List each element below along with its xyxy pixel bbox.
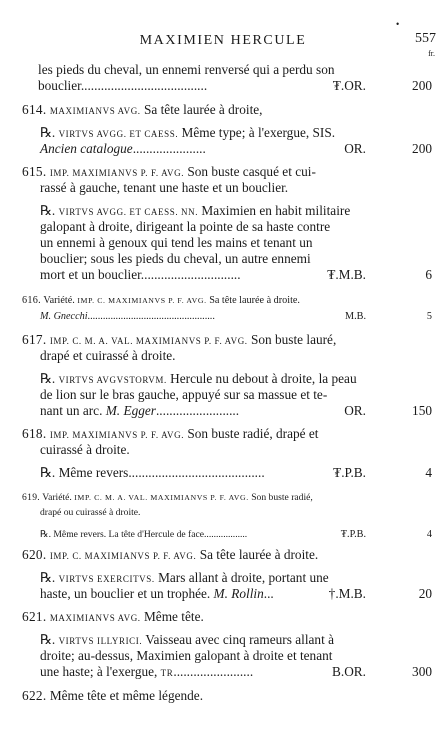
reference: M. Rollin — [213, 586, 264, 601]
price: 20 — [418, 586, 432, 601]
entry-621: 621. MAXIMIANVS AVG. Même tête. — [22, 609, 204, 624]
text-line: une haste; à l'exergue, TR........................ — [40, 664, 254, 679]
text-line: un ennemi à genoux qui tend les mains et tenant un — [40, 235, 313, 250]
text-line: droite; au-dessus, Maximien galopant à droite et tenant — [40, 648, 333, 663]
price: 4 — [425, 465, 432, 480]
legend-text: VIRTVS AVGG. ET CAESS. — [58, 129, 179, 139]
text-line: M. Gnecchi.................................................. — [40, 311, 215, 322]
entry-619: 619. Variété. IMP. C. M. A. VAL. MAXIMIANVS P. F. AVG. Son buste radié, — [22, 492, 313, 503]
text-line: galopant à droite, dirigeant la pointe de sa haste contre — [40, 219, 331, 234]
legend-text: TR — [160, 668, 174, 678]
legend-text: IMP. MAXIMIANVS P. F. AVG. — [49, 168, 185, 178]
price: 200 — [412, 78, 432, 93]
entry-number: 616. — [22, 295, 42, 306]
price: 6 — [425, 267, 432, 282]
legend-text: VIRTVS AVGG. ET CAESS. NN. — [58, 207, 199, 217]
header-mark: • — [395, 20, 400, 29]
reverse-line: ℞. Même revers......................................... — [40, 465, 265, 480]
legend-text: IMP. C. MAXIMIANVS P. F. AVG. — [77, 296, 207, 305]
entry-number: 619. — [22, 492, 40, 503]
reverse-symbol: ℞. — [40, 570, 56, 585]
currency-unit: fr. — [428, 49, 435, 58]
text-line: bouclier...................................... — [38, 78, 208, 93]
entry-616: 616. Variété. IMP. C. MAXIMIANVS P. F. AVG. Sa tête laurée à droite. — [22, 295, 300, 306]
entry-number: 617. — [22, 332, 47, 347]
entry-number: 614. — [22, 102, 47, 117]
reverse-line: ℞. VIRTVS AVGG. ET CAESS. NN. Maximien en habit militaire — [40, 203, 351, 218]
legend-text: MAXIMIANVS AVG. — [49, 106, 141, 116]
reverse-symbol: ℞. — [40, 529, 51, 540]
metal-mark: ₮.P.B. — [333, 465, 366, 480]
reverse-symbol: ℞. — [40, 203, 56, 218]
reverse-symbol: ℞. — [40, 465, 56, 480]
text-line: rassé à gauche, tenant une haste et un bouclier. — [40, 180, 289, 195]
reverse-symbol: ℞. — [40, 125, 56, 140]
reverse-symbol: ℞. — [40, 632, 56, 647]
price: 300 — [412, 664, 432, 679]
legend-text: IMP. C. M. A. VAL. MAXIMIANVS P. F. AVG. — [74, 493, 249, 502]
entry-622: 622. Même tête et même légende. — [22, 688, 204, 703]
price: 150 — [412, 403, 432, 418]
text-line: drapé ou cuirassé à droite. — [40, 507, 141, 518]
entry-620: 620. IMP. C. MAXIMIANVS P. F. AVG. Sa tête laurée à droite. — [22, 547, 319, 562]
metal-mark: M.B. — [345, 311, 366, 322]
metal-mark: ₮.M.B. — [327, 267, 366, 282]
reference: M. Gnecchi — [40, 311, 88, 322]
legend-text: IMP. C. M. A. VAL. MAXIMIANVS P. F. AVG. — [49, 336, 248, 346]
metal-mark: OR. — [344, 141, 366, 156]
text-line: Ancien catalogue...................... — [40, 141, 206, 156]
reverse-line: ℞. VIRTVS AVGG. ET CAESS. Même type; à l'exergue, SIS. — [40, 125, 336, 140]
reference: Ancien catalogue — [40, 141, 133, 156]
text-line: mort et un bouclier.............................. — [40, 267, 241, 282]
text-line: de lion sur le bras gauche, appuyé sur sa massue et te- — [40, 387, 328, 402]
entry-615: 615. IMP. MAXIMIANVS P. F. AVG. Son buste casqué et cui- — [22, 164, 316, 179]
entry-number: 621. — [22, 609, 47, 624]
legend-text: VIRTVS ILLYRICI. — [58, 636, 143, 646]
reverse-line: ℞. VIRTVS AVGVSTORVM. Hercule nu debout à droite, la peau — [40, 371, 357, 386]
text-line: les pieds du cheval, un ennemi renversé qui a perdu son — [38, 62, 335, 77]
text-line: nant un arc. M. Egger......................... — [40, 403, 240, 418]
metal-mark: OR. — [344, 403, 366, 418]
metal-mark: ₮.OR. — [332, 78, 366, 93]
metal-mark: B.OR. — [332, 664, 366, 679]
entry-number: 615. — [22, 164, 47, 179]
text-line: haste, un bouclier et un trophée. M. Rollin... — [40, 586, 274, 601]
entry-614: 614. MAXIMIANVS AVG. Sa tête laurée à droite, — [22, 102, 263, 117]
price: 200 — [412, 141, 432, 156]
metal-mark: ₮.P.B. — [340, 529, 366, 540]
page-number: 557 — [415, 31, 436, 46]
entry-617: 617. IMP. C. M. A. VAL. MAXIMIANVS P. F. AVG. Son buste lauré, — [22, 332, 337, 347]
entry-number: 622. — [22, 688, 47, 703]
legend-text: VIRTVS EXERCITVS. — [58, 574, 155, 584]
entry-618: 618. IMP. MAXIMIANVS P. F. AVG. Son buste radié, drapé et — [22, 426, 319, 441]
price: 5 — [426, 311, 432, 322]
reverse-line: ℞. VIRTVS EXERCITVS. Mars allant à droite, portant une — [40, 570, 329, 585]
running-title: MAXIMIEN HERCULE — [139, 33, 307, 48]
text-line: cuirassé à droite. — [40, 442, 130, 457]
price: 4 — [426, 529, 432, 540]
reverse-symbol: ℞. — [40, 371, 56, 386]
text-line: bouclier; sous les pieds du cheval, un autre ennemi — [40, 251, 311, 266]
reverse-line: ℞. Même revers. La tête d'Hercule de face.................. — [40, 529, 248, 540]
reverse-line: ℞. VIRTVS ILLYRICI. Vaisseau avec cinq rameurs allant à — [40, 632, 334, 647]
text-line: drapé et cuirassé à droite. — [40, 348, 176, 363]
legend-text: IMP. MAXIMIANVS P. F. AVG. — [49, 430, 185, 440]
legend-text: IMP. C. MAXIMIANVS P. F. AVG. — [49, 551, 197, 561]
entry-number: 618. — [22, 426, 47, 441]
reference: M. Egger — [105, 403, 156, 418]
legend-text: VIRTVS AVGVSTORVM. — [58, 375, 167, 385]
entry-number: 620. — [22, 547, 47, 562]
metal-mark: †.M.B. — [328, 586, 366, 601]
legend-text: MAXIMIANVS AVG. — [49, 613, 141, 623]
